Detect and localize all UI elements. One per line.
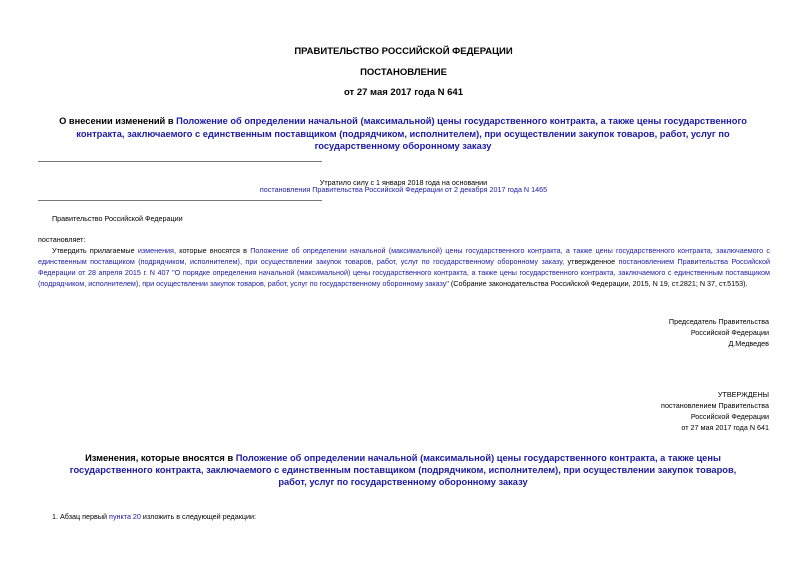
- signature-position: Председатель Правительства: [668, 317, 769, 326]
- item-1: [52, 511, 256, 522]
- document-date-number: от 27 мая 2017 года N 641: [343, 87, 464, 98]
- signature-name: Д.Медведев: [728, 339, 769, 348]
- resolution-paragraph: [38, 245, 770, 289]
- decree-407-link[interactable]: постановлением Правительства Российской Федерации от 28 апреля 2015 г. N 407 "О порядке определения начальной (максимальной) цены государственного контракта, а также цены государственного контракта, заключаемого с единственным поставщиком (подрядчиком, исполнителем), при осуществлении закупок товаров, работ, услуг по государственному оборонному заказу": [38, 257, 771, 288]
- changes-link[interactable]: изменения: [137, 246, 174, 255]
- lost-force-link[interactable]: постановления Правительства Российской Федерации от 2 декабря 2017 года N 1465: [259, 185, 548, 194]
- item-1-link[interactable]: пункта 20: [109, 512, 141, 521]
- document-type-heading: ПОСТАНОВЛЕНИЕ: [360, 67, 447, 78]
- title-prefix: О внесении изменений в: [59, 116, 177, 126]
- approval-organization: Российской Федерации: [690, 412, 769, 421]
- p1-text-c: , утвержденное: [562, 257, 619, 266]
- p1-text-b: , которые вносятся в: [173, 246, 251, 255]
- approval-block: [661, 389, 769, 433]
- signature-organization: Российской Федерации: [690, 328, 769, 337]
- approval-heading: УТВЕРЖДЕНЫ: [717, 390, 769, 399]
- approval-date: от 27 мая 2017 года N 641: [681, 423, 769, 432]
- decrees-text: постановляет:: [38, 235, 86, 244]
- divider-bottom: [38, 200, 322, 201]
- changes-title: [58, 452, 748, 488]
- lost-force-notice: Утратило силу с 1 января 2018 года на основании: [319, 178, 488, 187]
- title-regulation-link[interactable]: Положение об определении начальной (максимальной) цены государственного контракта, а также цены государственного контракта, заключаемого с единственным поставщиком (подрядчиком, исполнителем), при осуществлении закупок товаров, работ, услуг по государственному оборонному заказу: [76, 116, 747, 151]
- item-1-text-b: изложить в следующей редакции:: [140, 512, 256, 521]
- item-1-text-a: 1. Абзац первый: [52, 512, 110, 521]
- changes-title-link[interactable]: Положение об определении начальной (максимальной) цены государственного контракта, а также цены государственного контракта, заключаемого с единственным поставщиком (подрядчиком, исполнителем), при осуществлении закупок товаров, работ, услуг по государственному оборонному заказу: [69, 453, 737, 487]
- government-heading: ПРАВИТЕЛЬСТВО РОССИЙСКОЙ ФЕДЕРАЦИИ: [294, 46, 513, 57]
- regulation-link[interactable]: Положение об определении начальной (максимальной) цены государственного контракта, а также цены государственного контракта, заключаемого с единственным поставщиком (подрядчиком, исполнителем), при осуществлении закупок товаров, работ, услуг по государственному оборонному заказу: [38, 246, 770, 266]
- approval-by: постановлением Правительства: [661, 401, 769, 410]
- changes-title-prefix: Изменения, которые вносятся в: [85, 453, 236, 463]
- issuer-text: Правительство Российской Федерации: [52, 214, 183, 223]
- p1-text-d: (Собрание законодательства Российской Федерации, 2015, N 19, ст.2821; N 37, ст.5153).: [448, 279, 748, 288]
- signature-block: [669, 316, 769, 349]
- divider-top: [38, 161, 322, 162]
- document-title: [38, 115, 768, 153]
- p1-text-a: Утвердить прилагаемые: [52, 246, 138, 255]
